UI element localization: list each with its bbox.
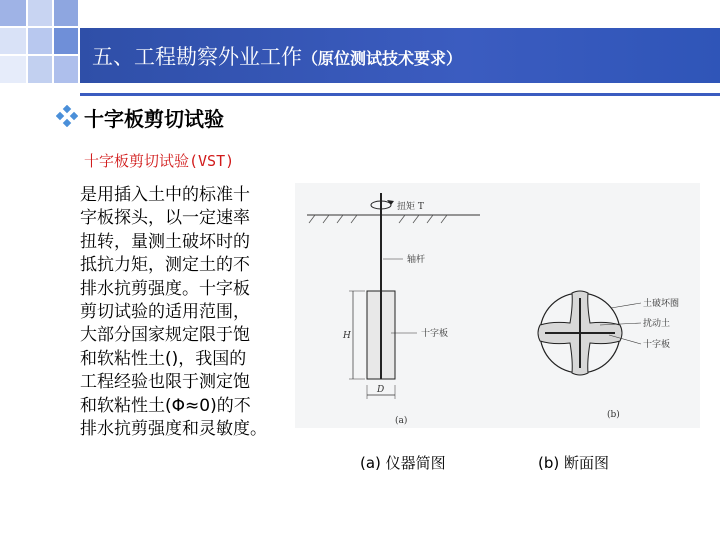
body-line: 字板探头，以一定速率 xyxy=(80,208,250,229)
ground-hatch xyxy=(309,215,447,223)
page-title-sub: （原位测试技术要求） xyxy=(302,49,463,68)
corner-square xyxy=(28,0,52,26)
diamond-bullet-icon xyxy=(56,105,78,127)
caption-a: (a) 仪器简图 xyxy=(360,454,446,472)
sub-heading: 十字板剪切试验(VST) xyxy=(84,152,235,170)
corner-square xyxy=(28,28,52,54)
corner-square xyxy=(0,56,26,83)
label-vane: 十字板 xyxy=(421,329,449,339)
body-line: 和软粘性土(Φ≈0)的不 xyxy=(80,395,251,416)
body-line: 排水抗剪强度和灵敏度。 xyxy=(80,419,267,440)
label-disturbed: 扰动土 xyxy=(643,319,671,329)
label-b: (b) xyxy=(607,410,620,420)
corner-square xyxy=(0,28,26,54)
section-title: 十字板剪切试验 xyxy=(84,107,224,131)
body-line: 排水抗剪强度。十字板 xyxy=(80,278,250,299)
vane-test-figure xyxy=(295,183,700,428)
header-rule xyxy=(80,93,720,96)
body-line: 大部分国家规定限于饱 xyxy=(80,325,250,346)
label-torque: 扭矩 T xyxy=(397,202,424,212)
corner-square xyxy=(28,56,52,83)
label-ring: 土破坏圈 xyxy=(643,299,680,309)
label-vane-b: 十字板 xyxy=(643,340,671,350)
ring-leader xyxy=(611,303,641,308)
body-line: 工程经验也限于测定饱 xyxy=(80,372,250,393)
corner-square xyxy=(54,56,78,83)
body-paragraph xyxy=(80,184,300,441)
corner-square xyxy=(54,0,78,26)
body-line: 扭转，量测土破坏时的 xyxy=(80,231,250,252)
label-height: H xyxy=(343,331,351,341)
label-diameter: D xyxy=(377,385,385,395)
label-a: (a) xyxy=(395,416,408,426)
caption-b: (b) 断面图 xyxy=(538,454,609,472)
body-line: 抵抗力矩，测定土的不 xyxy=(80,255,250,276)
corner-square xyxy=(0,0,26,26)
page-title xyxy=(92,41,462,71)
corner-square xyxy=(54,28,78,54)
body-line: 剪切试验的适用范围， xyxy=(80,302,250,323)
label-rod: 轴杆 xyxy=(407,255,426,265)
page-title-main: 五、工程勘察外业工作 xyxy=(92,45,302,69)
body-line: 和软粘性土()，我国的 xyxy=(80,348,247,369)
body-line: 是用插入土中的标准十 xyxy=(80,185,250,205)
